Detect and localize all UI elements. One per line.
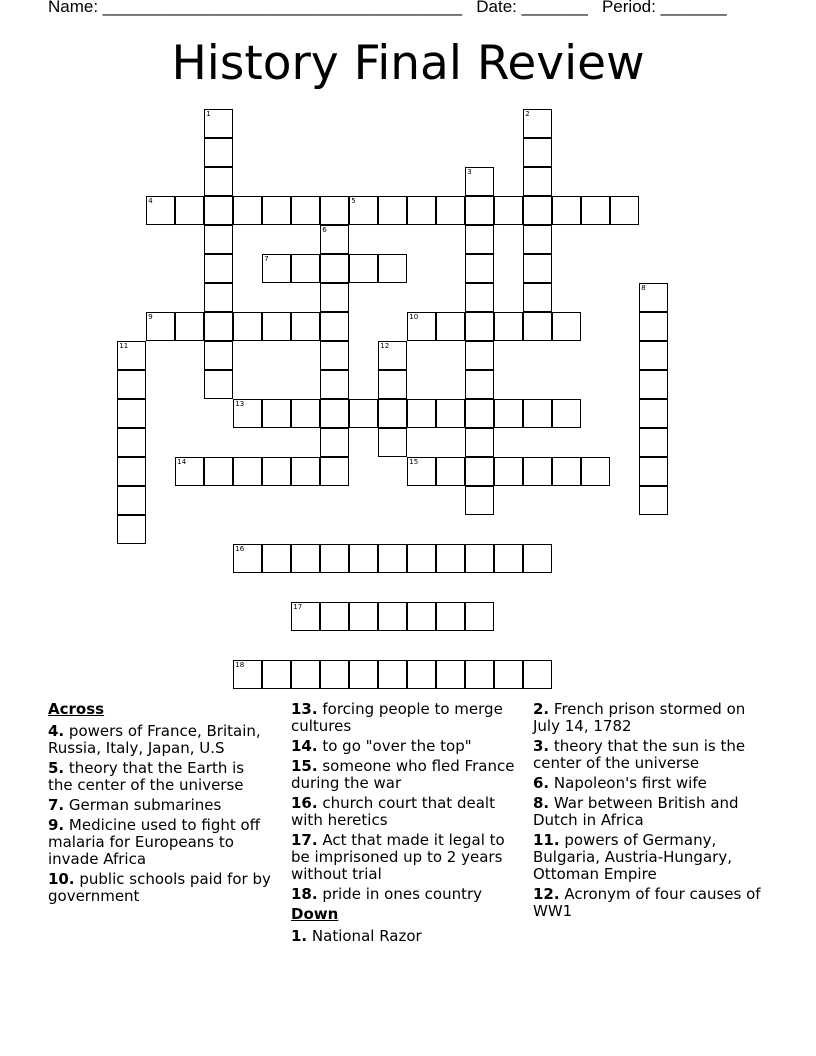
across-clues-column [48, 701, 273, 908]
crossword-cell[interactable] [436, 196, 465, 225]
clue-text: French prison stormed on July 14, 1782 [533, 700, 746, 735]
crossword-cell[interactable] [117, 515, 146, 544]
crossword-cell[interactable] [204, 109, 233, 138]
down-clue [533, 738, 761, 772]
clue-text: to go "over the top" [322, 737, 472, 755]
page-title: History Final Review [171, 36, 645, 91]
crossword-cell[interactable] [523, 196, 552, 225]
across-clue [48, 797, 273, 814]
crossword-cell[interactable] [204, 370, 233, 399]
clue-number: 17. [291, 831, 318, 849]
crossword-cell[interactable] [233, 544, 262, 573]
crossword-cell[interactable] [436, 457, 465, 486]
crossword-cell[interactable] [523, 283, 552, 312]
crossword-cell[interactable] [523, 399, 552, 428]
crossword-cell[interactable] [581, 457, 610, 486]
cell-number: 7 [264, 255, 269, 264]
crossword-cell[interactable] [175, 196, 204, 225]
crossword-cell[interactable] [117, 399, 146, 428]
crossword-cell[interactable] [291, 399, 320, 428]
across-clue [291, 886, 519, 903]
crossword-cell[interactable] [378, 602, 407, 631]
crossword-cell[interactable] [465, 457, 494, 486]
crossword-cell[interactable] [204, 341, 233, 370]
crossword-cell[interactable] [378, 428, 407, 457]
crossword-cell[interactable] [523, 109, 552, 138]
crossword-cell[interactable] [146, 312, 175, 341]
crossword-cell[interactable] [639, 486, 668, 515]
crossword-cell[interactable] [407, 196, 436, 225]
crossword-cell[interactable] [436, 312, 465, 341]
clue-text: theory that the Earth is the center of the universe [48, 759, 245, 794]
date-blank[interactable]: _______ [521, 0, 588, 16]
cell-number: 2 [525, 110, 530, 119]
name-blank[interactable]: ______________________________________ [102, 0, 463, 16]
crossword-cell[interactable] [291, 196, 320, 225]
crossword-cell[interactable] [378, 254, 407, 283]
crossword-cell[interactable] [465, 370, 494, 399]
across-clue [291, 701, 519, 735]
crossword-cell[interactable] [494, 399, 523, 428]
down-clue [533, 701, 761, 735]
crossword-cell[interactable] [320, 602, 349, 631]
clue-text: Acronym of four causes of WW1 [533, 885, 761, 920]
crossword-cell[interactable] [204, 457, 233, 486]
crossword-cell[interactable] [407, 312, 436, 341]
cell-number: 6 [322, 226, 327, 235]
clue-number: 10. [48, 870, 75, 888]
crossword-cell[interactable] [523, 254, 552, 283]
clues-column-2 [291, 701, 519, 948]
crossword-cell[interactable] [262, 196, 291, 225]
down-clue [533, 832, 761, 883]
clue-text: public schools paid for by government [48, 870, 271, 905]
crossword-cell[interactable] [349, 399, 378, 428]
cell-number: 16 [235, 545, 245, 554]
crossword-cell[interactable] [204, 283, 233, 312]
down-clues-column [533, 701, 761, 923]
crossword-cell[interactable] [262, 660, 291, 689]
crossword-cell[interactable] [349, 196, 378, 225]
crossword-cell[interactable] [639, 399, 668, 428]
crossword-cell[interactable] [465, 283, 494, 312]
crossword-cell[interactable] [233, 457, 262, 486]
crossword-cell[interactable] [117, 341, 146, 370]
clue-text: National Razor [311, 927, 422, 945]
crossword-cell[interactable] [233, 660, 262, 689]
crossword-cell[interactable] [523, 167, 552, 196]
crossword-cell[interactable] [494, 544, 523, 573]
crossword-cell[interactable] [465, 341, 494, 370]
crossword-cell[interactable] [291, 660, 320, 689]
down-clue [533, 775, 761, 792]
crossword-cell[interactable] [291, 602, 320, 631]
crossword-cell[interactable] [320, 428, 349, 457]
clue-number: 15. [291, 757, 318, 775]
clue-number: 2. [533, 700, 550, 718]
crossword-cell[interactable] [262, 254, 291, 283]
clue-number: 9. [48, 816, 65, 834]
clue-number: 4. [48, 722, 65, 740]
crossword-cell[interactable] [349, 602, 378, 631]
clue-number: 13. [291, 700, 318, 718]
across-heading: Across [48, 700, 105, 718]
crossword-cell[interactable] [552, 399, 581, 428]
down-clue [533, 795, 761, 829]
crossword-cell[interactable] [523, 312, 552, 341]
crossword-cell[interactable] [494, 457, 523, 486]
crossword-cell[interactable] [291, 312, 320, 341]
clue-text: powers of France, Britain, Russia, Italy, Japan, U.S [48, 722, 261, 757]
cell-number: 4 [148, 197, 153, 206]
clue-number: 14. [291, 737, 318, 755]
crossword-cell[interactable] [117, 428, 146, 457]
crossword-cell[interactable] [117, 486, 146, 515]
clue-number: 1. [291, 927, 308, 945]
across-clue [48, 871, 273, 905]
crossword-cell[interactable] [349, 660, 378, 689]
cell-number: 15 [409, 458, 419, 467]
crossword-cell[interactable] [320, 225, 349, 254]
crossword-cell[interactable] [494, 196, 523, 225]
across-clue [291, 738, 519, 755]
crossword-cell[interactable] [233, 196, 262, 225]
crossword-cell[interactable] [581, 196, 610, 225]
crossword-cell[interactable] [465, 428, 494, 457]
down-clue [291, 928, 519, 945]
crossword-cell[interactable] [465, 312, 494, 341]
down-heading: Down [291, 905, 339, 923]
crossword-cell[interactable] [378, 399, 407, 428]
crossword-cell[interactable] [349, 254, 378, 283]
crossword-cell[interactable] [146, 196, 175, 225]
cell-number: 11 [119, 342, 129, 351]
crossword-cell[interactable] [378, 196, 407, 225]
crossword-cell[interactable] [349, 544, 378, 573]
crossword-cell[interactable] [378, 370, 407, 399]
crossword-cell[interactable] [407, 602, 436, 631]
crossword-cell[interactable] [465, 602, 494, 631]
clue-number: 7. [48, 796, 65, 814]
clue-text: theory that the sun is the center of the universe [533, 737, 746, 772]
crossword-cell[interactable] [552, 312, 581, 341]
crossword-cell[interactable] [494, 660, 523, 689]
crossword-cell[interactable] [407, 457, 436, 486]
crossword-cell[interactable] [639, 312, 668, 341]
crossword-cell[interactable] [175, 312, 204, 341]
crossword-cell[interactable] [204, 225, 233, 254]
clue-text: powers of Germany, Bulgaria, Austria-Hungary, Ottoman Empire [533, 831, 732, 883]
crossword-cell[interactable] [523, 457, 552, 486]
cell-number: 13 [235, 400, 245, 409]
crossword-cell[interactable] [320, 457, 349, 486]
crossword-cell[interactable] [407, 399, 436, 428]
crossword-cell[interactable] [523, 138, 552, 167]
crossword-cell[interactable] [639, 428, 668, 457]
crossword-cell[interactable] [320, 544, 349, 573]
clue-text: church court that dealt with heretics [291, 794, 495, 829]
cell-number: 17 [293, 603, 303, 612]
crossword-cell[interactable] [523, 225, 552, 254]
crossword-cell[interactable] [291, 254, 320, 283]
crossword-cell[interactable] [407, 544, 436, 573]
crossword-cell[interactable] [291, 457, 320, 486]
crossword-cell[interactable] [465, 660, 494, 689]
cell-number: 8 [641, 284, 646, 293]
cell-number: 9 [148, 313, 153, 322]
period-blank[interactable]: _______ [660, 0, 727, 16]
clue-text: German submarines [68, 796, 222, 814]
clue-text: forcing people to merge cultures [291, 700, 503, 735]
crossword-cell[interactable] [320, 660, 349, 689]
crossword-cell[interactable] [320, 254, 349, 283]
crossword-cell[interactable] [610, 196, 639, 225]
crossword-cell[interactable] [465, 486, 494, 515]
crossword-cell[interactable] [436, 544, 465, 573]
crossword-cell[interactable] [320, 312, 349, 341]
crossword-cell[interactable] [204, 138, 233, 167]
crossword-cell[interactable] [378, 341, 407, 370]
crossword-cell[interactable] [639, 370, 668, 399]
cell-number: 1 [206, 110, 211, 119]
across-clue [291, 758, 519, 792]
clue-number: 6. [533, 774, 550, 792]
clue-number: 18. [291, 885, 318, 903]
cell-number: 3 [467, 168, 472, 177]
crossword-cell[interactable] [262, 399, 291, 428]
crossword-cell[interactable] [465, 254, 494, 283]
crossword-cell[interactable] [233, 399, 262, 428]
name-label: Name: [48, 0, 103, 16]
crossword-cell[interactable] [465, 544, 494, 573]
clue-text: War between British and Dutch in Africa [533, 794, 739, 829]
crossword-cell[interactable] [233, 312, 262, 341]
across-clue [48, 760, 273, 794]
crossword-cell[interactable] [262, 544, 291, 573]
clue-number: 8. [533, 794, 550, 812]
crossword-cell[interactable] [639, 283, 668, 312]
crossword-cell[interactable] [320, 341, 349, 370]
crossword-cell[interactable] [204, 312, 233, 341]
clue-number: 12. [533, 885, 560, 903]
cell-number: 14 [177, 458, 187, 467]
crossword-cell[interactable] [378, 544, 407, 573]
across-clue [291, 795, 519, 829]
cell-number: 12 [380, 342, 390, 351]
period-label: Period: [601, 0, 661, 16]
crossword-cell[interactable] [204, 254, 233, 283]
crossword-cell[interactable] [320, 283, 349, 312]
crossword-cell[interactable] [639, 457, 668, 486]
crossword-cell[interactable] [204, 196, 233, 225]
clue-text: Medicine used to fight off malaria for Europeans to invade Africa [48, 816, 261, 868]
crossword-cell[interactable] [436, 602, 465, 631]
crossword-cell[interactable] [262, 312, 291, 341]
crossword-cell[interactable] [465, 196, 494, 225]
crossword-cell[interactable] [117, 370, 146, 399]
crossword-cell[interactable] [465, 399, 494, 428]
cell-number: 18 [235, 661, 245, 670]
crossword-cell[interactable] [175, 457, 204, 486]
crossword-cell[interactable] [291, 544, 320, 573]
crossword-cell[interactable] [523, 544, 552, 573]
across-clue [48, 723, 273, 757]
across-clue [48, 817, 273, 868]
crossword-cell[interactable] [465, 225, 494, 254]
crossword-cell[interactable] [436, 660, 465, 689]
clue-number: 5. [48, 759, 65, 777]
cell-number: 10 [409, 313, 419, 322]
crossword-cell[interactable] [262, 457, 291, 486]
crossword-cell[interactable] [494, 312, 523, 341]
clue-text: someone who fled France during the war [291, 757, 515, 792]
crossword-cell[interactable] [320, 196, 349, 225]
across-clue [291, 832, 519, 883]
clue-text: Act that made it legal to be imprisoned up to 2 years without trial [291, 831, 505, 883]
date-label: Date: [476, 0, 522, 16]
crossword-cell[interactable] [465, 167, 494, 196]
down-clue [533, 886, 761, 920]
crossword-cell[interactable] [320, 370, 349, 399]
clue-number: 3. [533, 737, 550, 755]
crossword-cell[interactable] [639, 341, 668, 370]
crossword-cell[interactable] [378, 660, 407, 689]
crossword-cell[interactable] [552, 457, 581, 486]
crossword-cell[interactable] [320, 399, 349, 428]
crossword-cell[interactable] [117, 457, 146, 486]
crossword-cell[interactable] [204, 167, 233, 196]
clue-number: 16. [291, 794, 318, 812]
clue-text: pride in ones country [322, 885, 483, 903]
cell-number: 5 [351, 197, 356, 206]
crossword-cell[interactable] [407, 660, 436, 689]
clue-text: Napoleon's first wife [553, 774, 707, 792]
crossword-cell[interactable] [523, 660, 552, 689]
crossword-cell[interactable] [436, 399, 465, 428]
clue-number: 11. [533, 831, 560, 849]
crossword-cell[interactable] [552, 196, 581, 225]
